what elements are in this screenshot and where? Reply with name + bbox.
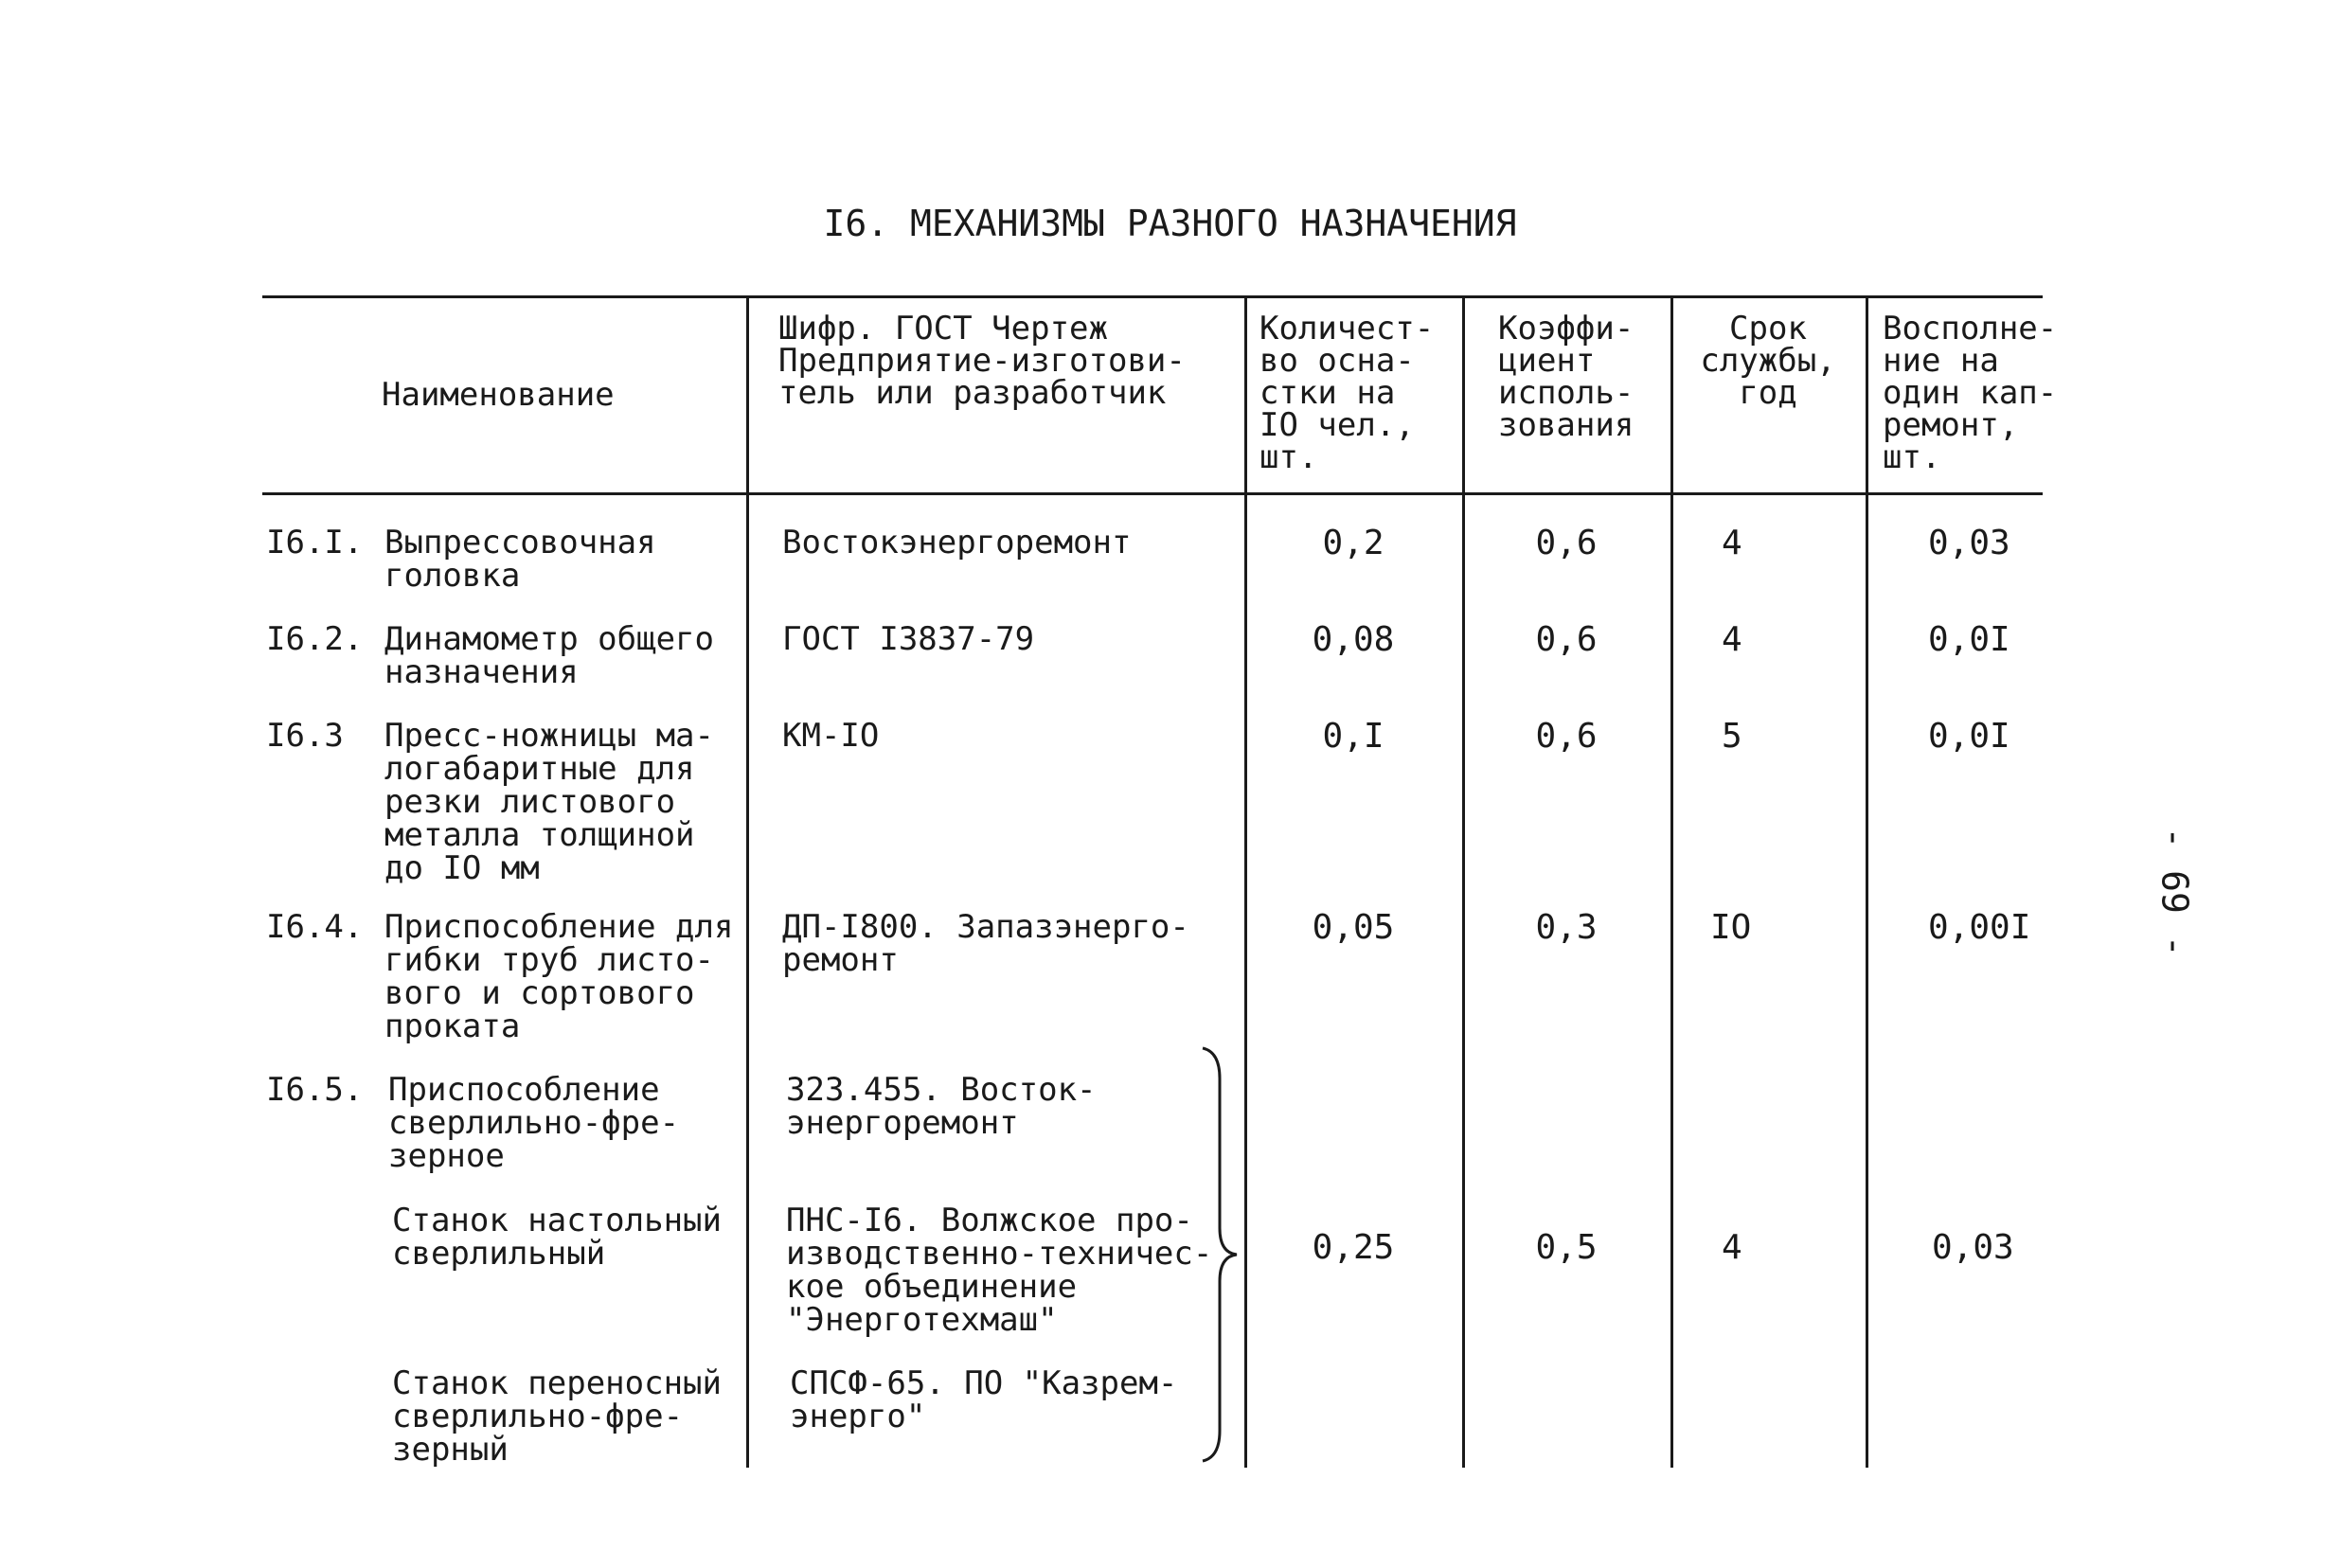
- row-coefficient: 0,6: [1535, 620, 1598, 659]
- row-coefficient: 0,6: [1535, 717, 1598, 756]
- row-code: ГОСТ I3837-79: [782, 620, 1035, 658]
- row-quantity: 0,I: [1322, 717, 1384, 756]
- group-coefficient: 0,5: [1535, 1228, 1598, 1267]
- row-quantity: 0,2: [1322, 524, 1384, 562]
- row-replenishment: 0,0I: [1928, 717, 2010, 756]
- row-number: I6.3: [266, 717, 344, 755]
- group-service-life: 4: [1722, 1228, 1742, 1267]
- group-item-code: СПСФ-65. ПО "Казрем- энерго": [790, 1364, 1178, 1435]
- group-item-code: 323.455. Восток- энергоремонт: [786, 1071, 1097, 1142]
- group-item-name: Станок настольный сверлильный: [392, 1202, 722, 1273]
- row-replenishment: 0,03: [1928, 524, 2010, 562]
- header-service-life: Срок службы, год: [1700, 310, 1836, 412]
- column-divider-4: [1670, 297, 1673, 1468]
- row-name: Пресс-ножницы ма- логабаритные для резки листового металла толщиной до IO мм: [384, 717, 714, 887]
- row-service-life: IO: [1710, 908, 1752, 947]
- row-number: I6.I.: [266, 524, 364, 561]
- row-service-life: 5: [1722, 717, 1742, 756]
- page-title: I6. МЕХАНИЗМЫ РАЗНОГО НАЗНАЧЕНИЯ: [823, 203, 1517, 244]
- header-quantity: Количест- во осна- стки на IO чел., шт.: [1259, 310, 1435, 476]
- row-quantity: 0,05: [1312, 908, 1395, 947]
- column-divider-1: [746, 297, 749, 1468]
- row-replenishment: 0,00I: [1928, 908, 2031, 947]
- group-quantity: 0,25: [1312, 1228, 1395, 1267]
- row-service-life: 4: [1722, 620, 1742, 659]
- page-number: - 69 -: [2153, 827, 2196, 957]
- column-divider-5: [1866, 297, 1868, 1468]
- row-number: I6.5.: [266, 1071, 364, 1109]
- row-coefficient: 0,3: [1535, 908, 1598, 947]
- row-code: Востокэнергоремонт: [782, 524, 1132, 561]
- row-name: Приспособление для гибки труб листо- вого и сортового проката: [384, 908, 734, 1045]
- row-coefficient: 0,6: [1535, 524, 1598, 562]
- row-number: I6.4.: [266, 908, 364, 946]
- row-name: Динамометр общего назначения: [384, 620, 714, 691]
- header-code: Шифр. ГОСТ Чертеж Предприятие-изготови- тель или разработчик: [778, 310, 1186, 412]
- row-number: I6.2.: [266, 620, 364, 658]
- header-coefficient: Коэффи- циент исполь- зования: [1498, 310, 1634, 444]
- row-code: КМ-IO: [782, 717, 880, 755]
- group-item-code: ПНС-I6. Волжское про- изводственно-техничес- кое объединение "Энерготехмаш": [786, 1202, 1213, 1339]
- header-replenishment: Восполне- ние на один кап- ремонт, шт.: [1883, 310, 2058, 476]
- group-replenishment: 0,03: [1932, 1228, 2014, 1267]
- row-name: Выпрессовочная головка: [384, 524, 656, 595]
- header-bottom-rule: [262, 492, 2043, 495]
- row-service-life: 4: [1722, 524, 1742, 562]
- row-replenishment: 0,0I: [1928, 620, 2010, 659]
- row-code: ДП-I800. Запазэнерго- ремонт: [782, 908, 1189, 979]
- group-item-name: Приспособление сверлильно-фре- зерное: [388, 1071, 680, 1175]
- right-brace-icon: [1199, 1046, 1246, 1463]
- row-quantity: 0,08: [1312, 620, 1395, 659]
- table-top-rule: [262, 295, 2043, 298]
- group-item-name: Станок переносный сверлильно-фре- зерный: [392, 1364, 722, 1469]
- column-divider-3: [1462, 297, 1465, 1468]
- header-name: Наименование: [382, 376, 615, 414]
